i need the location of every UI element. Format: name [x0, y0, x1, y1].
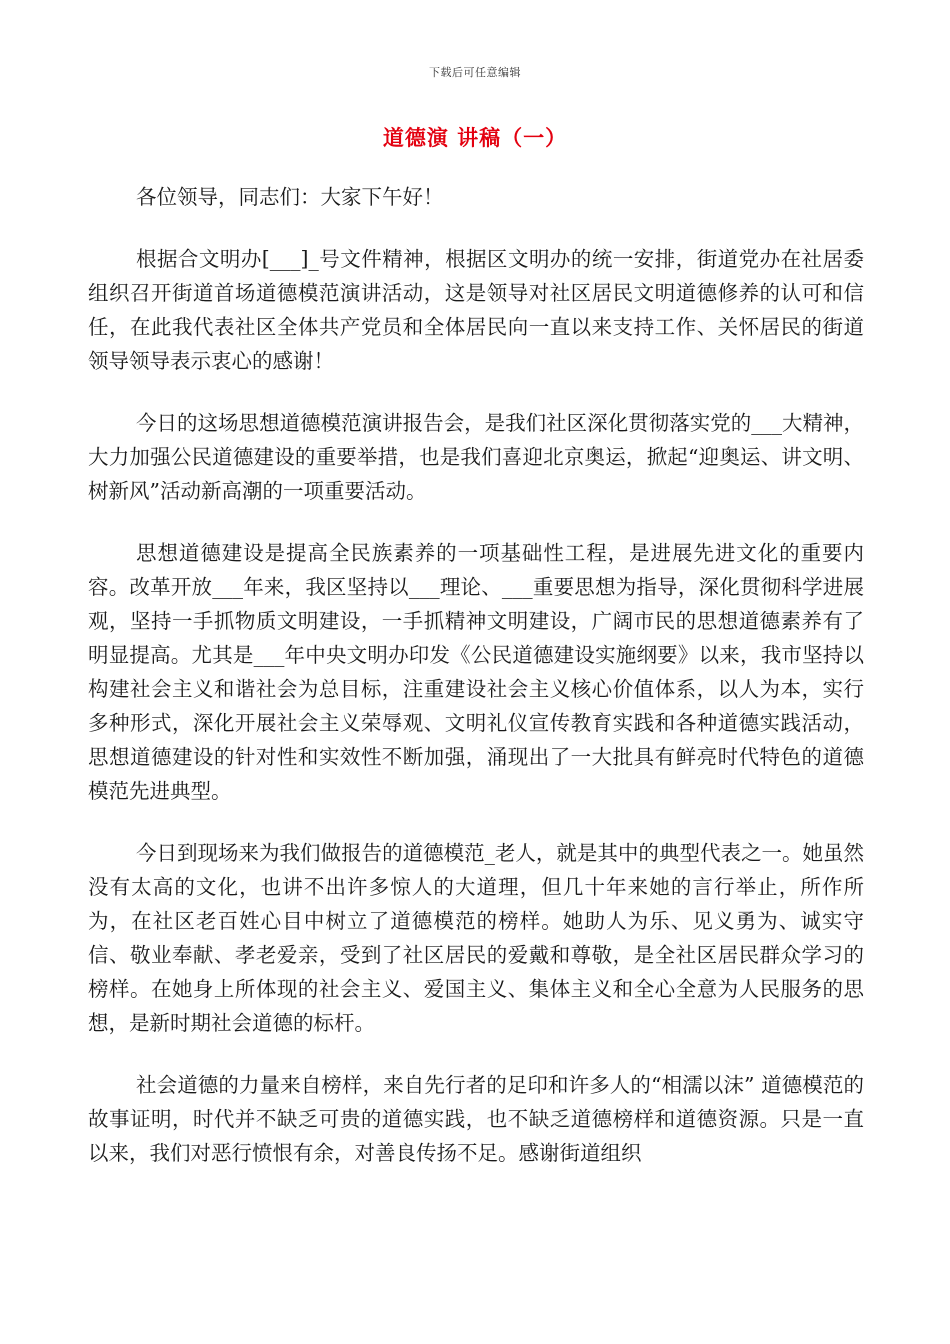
paragraph: 根据合文明办[___]_号文件精神，根据区文明办的统一安排，街道党办在社居委组织召开街道首场道德模范演讲活动，这是领导对社区居民文明道德修养的认可和信任，在此我代表社区全体共产党员和全体居民向一直以来支持工作、关怀居民的街道领导领导表示衷心的感谢！: [88, 247, 864, 373]
paragraph: 思想道德建设是提高全民族素养的一项基础性工程，是进展先进文化的重要内容。改革开放___年来，我区坚持以___理论、___重要思想为指导，深化贯彻科学进展观，坚持一手抓物质文明建设，一手抓精神文明建设，广阔市民的思想道德素养有了明显提高。尤其是___年中央文明办印发《公民道德建设实施纲要》以来，我市坚持以构建社会主义和谐社会为总目标，注重建设社会主义核心价值体系，以人为本，实行多种形式，深化开展社会主义荣辱观、文明礼仪宣传教育实践和各种道德实践活动，思想道德建设的针对性和实效性不断加强，涌现出了一大批具有鲜亮时代特色的道德模范先进典型。: [88, 541, 864, 803]
paragraph-greeting: 各位领导，同志们：大家下午好！: [136, 185, 444, 209]
paragraph: 今日的这场思想道德模范演讲报告会，是我们社区深化贯彻落实党的___大精神，大力加强公民道德建设的重要举措，也是我们喜迎北京奥运，掀起“迎奥运、讲文明、树新风”活动新高潮的一项重要活动。: [88, 411, 864, 503]
header-note: 下载后可任意编辑: [429, 66, 521, 79]
paragraph: 社会道德的力量来自榜样，来自先行者的足印和许多人的“相濡以沫” 道德模范的故事证明，时代并不缺乏可贵的道德实践，也不缺乏道德榜样和道德资源。只是一直以来，我们对恶行愤恨有余，对善良传扬不足。感谢街道组织: [88, 1073, 864, 1165]
document-body: [88, 180, 864, 1170]
paragraph: 今日到现场来为我们做报告的道德模范_老人，就是其中的典型代表之一。她虽然没有太高的文化，也讲不出许多惊人的大道理，但几十年来她的言行举止，所作所为，在社区老百姓心目中树立了道德模范的榜样。她助人为乐、见义勇为、诚实守信、敬业奉献、孝老爱亲，受到了社区居民的爱戴和尊敬，是全社区居民群众学习的榜样。在她身上所体现的社会主义、爱国主义、集体主义和全心全意为人民服务的思想，是新时期社会道德的标杆。: [88, 841, 864, 1035]
document-title: 道德演 讲稿（一）: [382, 125, 568, 150]
